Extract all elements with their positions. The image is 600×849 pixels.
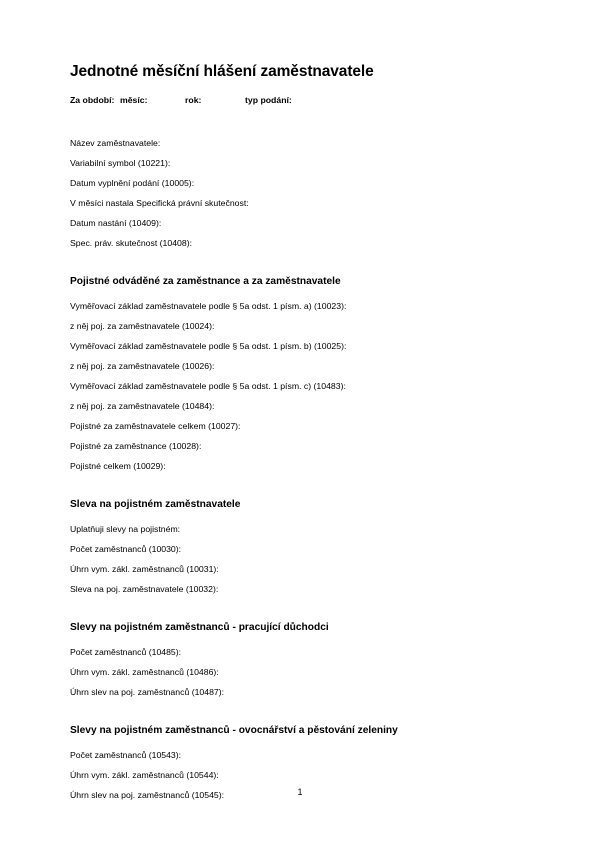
document-content	[70, 62, 530, 805]
field-label: Pojistné za zaměstnavatele celkem (10027):	[70, 421, 241, 431]
section-heading: Slevy na pojistném zaměstnanců - ovocnářství a pěstování zeleniny	[70, 725, 398, 736]
field-label: Uplatňuji slevy na pojistném:	[70, 524, 181, 534]
page-number: 1	[297, 787, 303, 797]
field-label: Počet zaměstnanců (10030):	[70, 544, 182, 554]
section-body	[70, 642, 530, 702]
field-label: Vyměřovací základ zaměstnavatele podle § 5a odst. 1 písm. a) (10023):	[70, 301, 347, 311]
period-month-label: měsíc:	[120, 95, 148, 105]
section-body	[70, 519, 530, 599]
field-label: Datum vyplnění podání (10005):	[70, 178, 195, 188]
field-label: Úhrn slev na poj. zaměstnanců (10545):	[70, 790, 225, 800]
field-label: Pojistné celkem (10029):	[70, 461, 166, 471]
period-year-label: rok:	[185, 95, 202, 105]
field-label: z něj poj. za zaměstnavatele (10024):	[70, 321, 215, 331]
field-label: Vyměřovací základ zaměstnavatele podle § 5a odst. 1 písm. b) (10025):	[70, 341, 347, 351]
field-label: Úhrn vym. zákl. zaměstnanců (10031):	[70, 564, 219, 574]
section-working-pensioners	[70, 621, 530, 702]
field-label: Spec. práv. skutečnost (10408):	[70, 238, 193, 248]
field-label: Sleva na poj. zaměstnavatele (10032):	[70, 584, 219, 594]
field-label: Počet zaměstnanců (10543):	[70, 750, 182, 760]
section-heading: Sleva na pojistném zaměstnavatele	[70, 499, 241, 510]
section-insurance-paid	[70, 275, 530, 476]
field-label: Datum nastání (10409):	[70, 218, 162, 228]
field-label: V měsíci nastala Specifická právní skutečnost:	[70, 198, 249, 208]
page-title: Jednotné měsíční hlášení zaměstnavatele	[70, 63, 374, 80]
field-label: Úhrn vym. zákl. zaměstnanců (10486):	[70, 667, 219, 677]
identification-block	[70, 133, 530, 253]
field-label: Název zaměstnavatele:	[70, 138, 161, 148]
submission-type-label: typ podání:	[245, 95, 292, 105]
section-body	[70, 296, 530, 476]
section-employer-discount	[70, 498, 530, 599]
field-label: Úhrn vym. zákl. zaměstnanců (10544):	[70, 770, 219, 780]
field-label: Variabilní symbol (10221):	[70, 158, 171, 168]
period-label: Za období:	[70, 95, 115, 105]
field-label: z něj poj. za zaměstnavatele (10026):	[70, 361, 215, 371]
section-heading: Slevy na pojistném zaměstnanců - pracující důchodci	[70, 622, 329, 633]
field-label: Počet zaměstnanců (10485):	[70, 647, 182, 657]
field-label: Pojistné za zaměstnance (10028):	[70, 441, 202, 451]
field-label: Vyměřovací základ zaměstnavatele podle § 5a odst. 1 písm. c) (10483):	[70, 381, 346, 391]
section-heading: Pojistné odváděné za zaměstnance a za zaměstnavatele	[70, 276, 341, 287]
field-label: z něj poj. za zaměstnavatele (10484):	[70, 401, 215, 411]
field-label: Úhrn slev na poj. zaměstnanců (10487):	[70, 687, 225, 697]
period-row	[70, 94, 530, 106]
